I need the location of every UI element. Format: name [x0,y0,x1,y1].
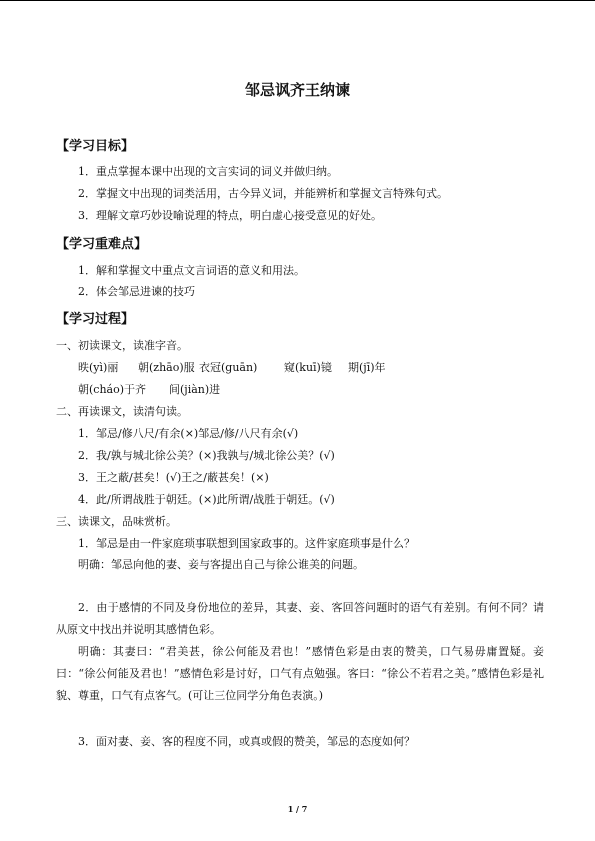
pronunciation-item: 期(jī)年 [348,361,386,374]
punctuation-item: 3．王之蔽/甚矣！(√)王之/蔽甚矣！(×) [78,471,269,484]
section-heading-process: 【学习过程】 [56,312,135,327]
part-heading: 二、再读课文，读清句读。 [56,405,188,418]
answer: 明确：邹忌向他的妻、妾与客提出自己与徐公谁美的问题。 [78,558,364,571]
pronunciation-item: 朝(zhāo)服 [138,361,195,374]
question: 3．面对妻、妾、客的程度不同，或真或假的赞美，邹忌的态度如何？ [78,735,415,748]
pronunciation-item: 朝(cháo)于齐 [78,383,147,396]
key-item: 1．解和掌握文中重点文言词语的意义和用法。 [78,264,305,277]
goal-item: 1．重点掌握本课中出现的文言实词的词义并做归纳。 [78,165,338,178]
header-rule [0,0,595,1]
key-item: 2．体会邹忌进谏的技巧 [78,285,195,298]
document-title: 邹忌讽齐王纳谏 [244,81,350,99]
section-heading-key: 【学习重难点】 [56,237,148,252]
pronunciation-item: 窥(kuī)镜 [284,361,332,374]
punctuation-item: 2．我/孰与城北徐公美？(×)我孰与/城北徐公美？(√) [78,449,335,462]
question-paragraph: 2．由于感情的不同及身份地位的差异，其妻、妾、客回答问题时的语气有差别。有何不同？请从原文中找出并说明其感情色彩。 [56,601,544,636]
punctuation-item: 1．邹忌/修八尺/有余(×)邹忌/修/八尺有余(√) [78,427,299,440]
goal-item: 3．理解文章巧妙设喻说理的特点，明白虚心接受意见的好处。 [78,209,382,222]
answer-paragraph: 明确：其妻曰：“君美甚，徐公何能及君也！”感情色彩是由衷的赞美，口气易毋庸置疑。妾曰：“徐公何能及君也！”感情色彩是讨好，口气有点勉强。客曰：“徐公不若君之美。”感情色彩是礼貌、尊重，口气有点客气。(可让三位同学分角色表演。) [56,645,544,702]
pronunciation-item: 昳(yì)丽 [78,361,119,374]
question: 1．邹忌是由一件家庭琐事联想到国家政事的。这件家庭琐事是什么？ [78,537,415,550]
part-heading: 三、读课文，品味赏析。 [56,515,177,528]
pronunciation-item: 衣冠(guān) [199,361,258,374]
section-heading-goals: 【学习目标】 [56,139,135,154]
page-number: 1 / 7 [287,804,308,814]
goal-item: 2．掌握文中出现的词类活用，古今异义词，并能辨析和掌握文言特殊句式。 [78,187,448,200]
pronunciation-item: 间(jiàn)进 [169,383,221,396]
punctuation-item: 4．此/所谓战胜于朝廷。(×)此所谓/战胜于朝廷。(√) [78,493,335,506]
part-heading: 一、初读课文，读准字音。 [56,339,188,352]
